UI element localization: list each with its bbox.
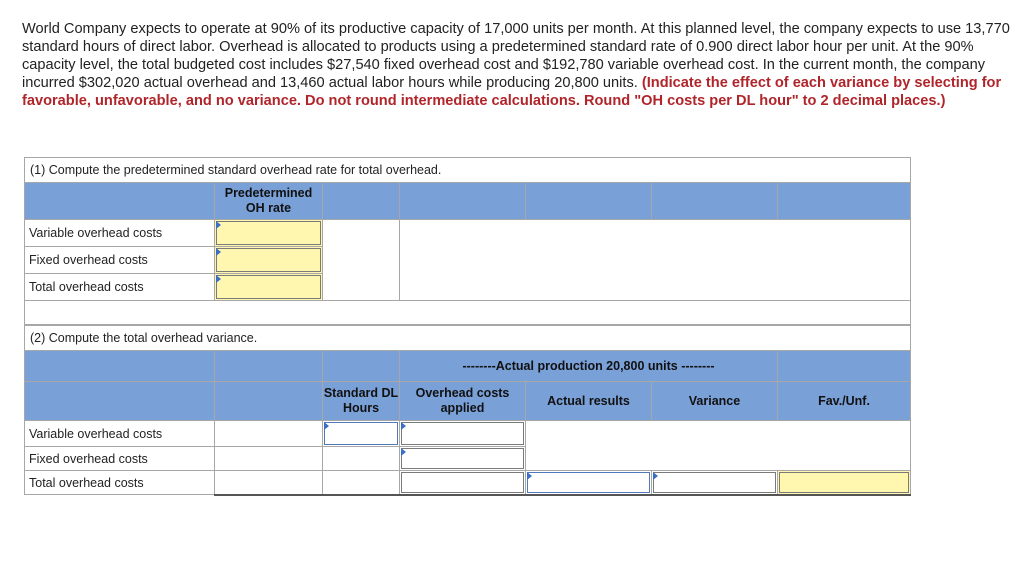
row-label: Fixed overhead costs: [25, 247, 215, 274]
fav-unf-header: Fav./Unf.: [778, 382, 911, 421]
dropdown-marker-icon: [216, 221, 221, 229]
fixed-oh-applied-input[interactable]: [400, 447, 526, 471]
part2-header-row: [25, 382, 911, 421]
problem-text: [22, 20, 1012, 110]
dropdown-marker-icon: [527, 472, 532, 480]
part2-table: [24, 324, 911, 496]
standard-dl-hours-header: Standard DL Hours: [323, 382, 400, 421]
total-variance-input[interactable]: [652, 471, 778, 495]
row-label: Total overhead costs: [25, 274, 215, 301]
variable-oh-rate-input[interactable]: [215, 220, 323, 247]
problem-statement: World Company expects to operate at 90% of its productive capacity of 17,000 units per month. At this planned level, the company expects to use 13,770 standard hours of direct labor. Overhead is allocated to products using a predetermined standard rate of 0.900 direct labor hour per unit. At the 90% capacity level, the total budgeted cost includes $27,540 fixed overhead cost and $192,780 variable overhead cost. In the current month, the company incurred $302,020 actual overhead and 13,460 actual labor hours while producing 20,800 units.: [22, 21, 1010, 91]
problem-instruction: (Indicate the effect of each variance by selecting for favorable, unfavorable, and no variance. Do not round intermediate calculations. Round "OH costs per DL hour" to 2 decimal places.): [22, 75, 1002, 109]
part1-title: (1) Compute the predetermined standard overhead rate for total overhead.: [25, 158, 911, 183]
fixed-oh-rate-input[interactable]: [215, 247, 323, 274]
part1-table: [24, 157, 911, 326]
overhead-applied-header: Overhead costs applied: [400, 382, 526, 421]
variance-header: Variance: [652, 382, 778, 421]
part1-row-variable: [25, 220, 911, 247]
dropdown-marker-icon: [216, 248, 221, 256]
actual-results-header: Actual results: [526, 382, 652, 421]
variable-std-hours-input[interactable]: [323, 421, 400, 447]
dropdown-marker-icon: [401, 448, 406, 456]
dropdown-marker-icon: [324, 422, 329, 430]
part1-header-row: [25, 183, 911, 220]
dropdown-marker-icon: [216, 275, 221, 283]
row-label: Total overhead costs: [25, 471, 215, 495]
actual-production-banner: --------Actual production 20,800 units --------: [400, 351, 778, 382]
row-label: Variable overhead costs: [25, 421, 215, 447]
part2-row-total: [25, 471, 911, 495]
total-oh-applied-input[interactable]: [400, 471, 526, 495]
dropdown-marker-icon: [653, 472, 658, 480]
variable-oh-applied-input[interactable]: [400, 421, 526, 447]
predetermined-oh-rate-header: Predetermined OH rate: [215, 183, 323, 220]
total-actual-results-input[interactable]: [526, 471, 652, 495]
total-oh-rate-input[interactable]: [215, 274, 323, 301]
row-label: Fixed overhead costs: [25, 447, 215, 471]
part2-row-variable: [25, 421, 911, 447]
part2-title: (2) Compute the total overhead variance.: [25, 325, 911, 351]
part2-banner-row: [25, 351, 911, 382]
row-label: Variable overhead costs: [25, 220, 215, 247]
fav-unf-select[interactable]: [778, 471, 911, 495]
dropdown-marker-icon: [401, 422, 406, 430]
